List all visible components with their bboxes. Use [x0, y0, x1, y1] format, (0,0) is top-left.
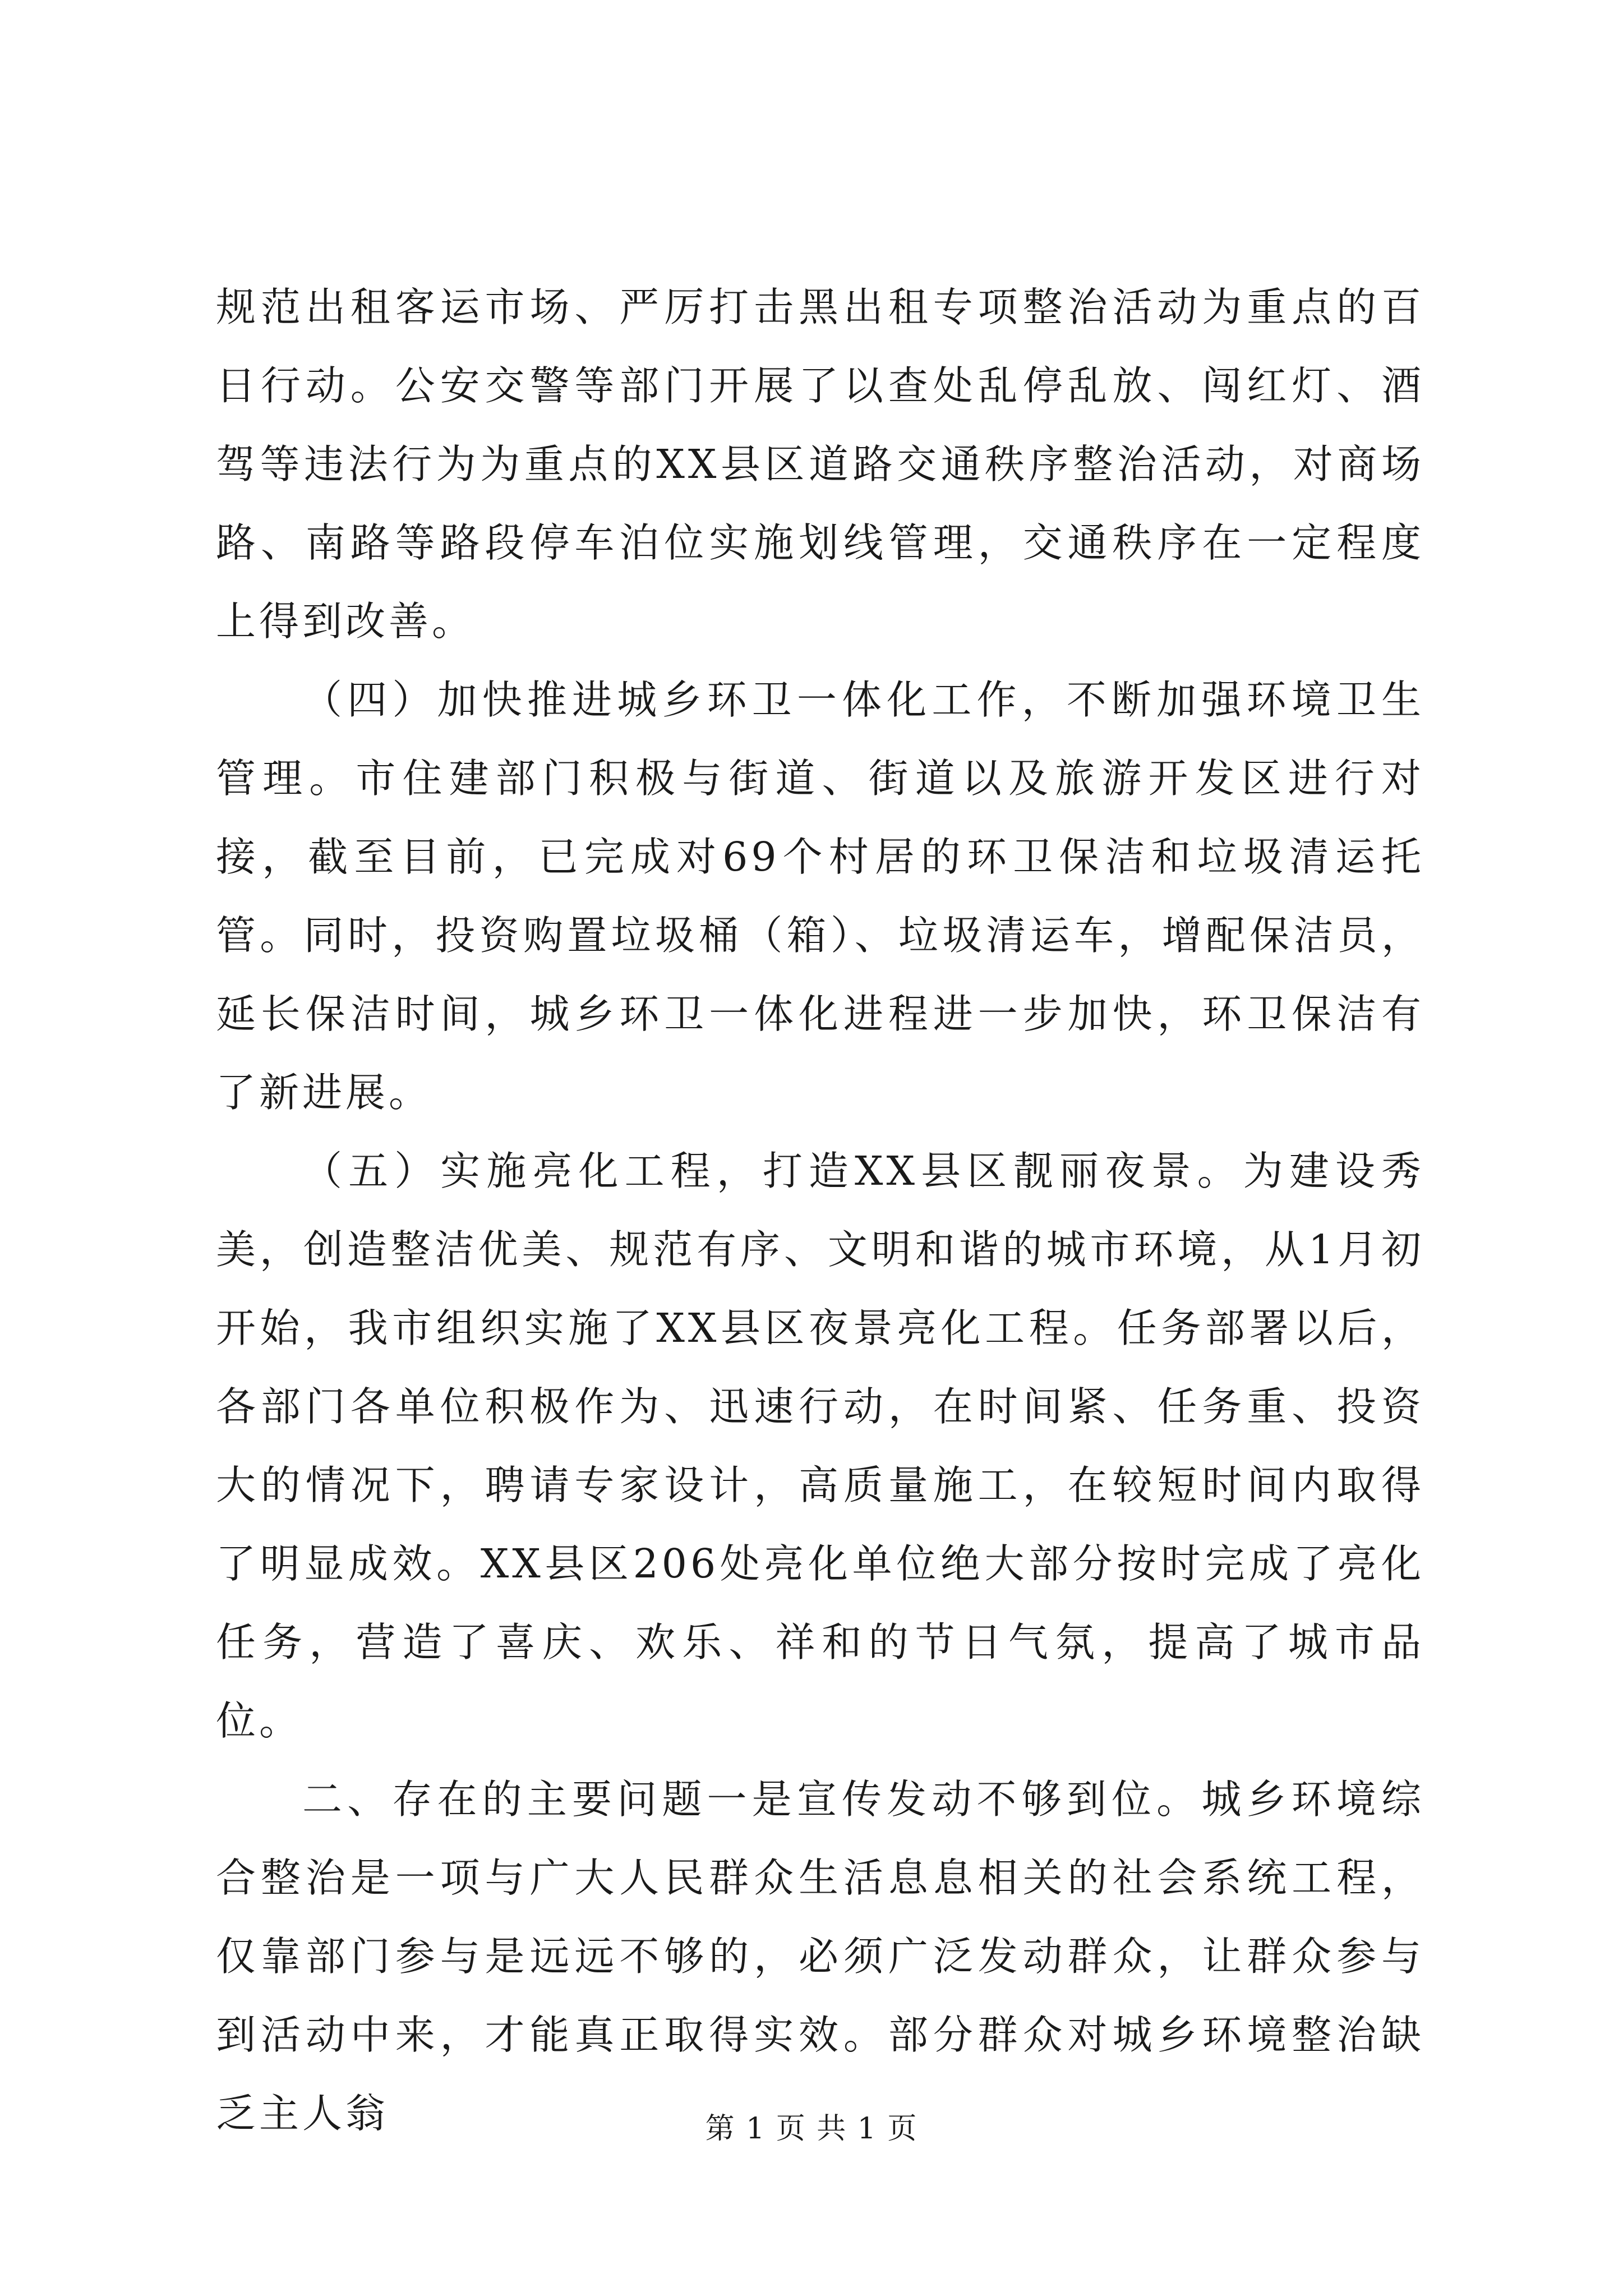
page-footer: 第 1 页 共 1 页	[705, 2112, 918, 2146]
paragraph-section-5: （五）实施亮化工程，打造XX县区靓丽夜景。为建设秀美，创造整洁优美、规范有序、文明和谐的城市环境，从1月初开始，我市组织实施了XX县区夜景亮化工程。任务部署以后，各部门各单位积极作为、迅速行动，在时间紧、任务重、投资大的情况下，聘请专家设计，高质量施工，在较短时间内取得了明显成效。XX县区206处亮化单位绝大部分按时完成了亮化任务，营造了喜庆、欢乐、祥和的节日气氛，提高了城市品位。	[216, 1148, 1424, 1744]
paragraph-section-4: （四）加快推进城乡环卫一体化工作，不断加强环境卫生管理。市住建部门积极与街道、街道以及旅游开发区进行对接，截至目前，已完成对69个村居的环卫保洁和垃圾清运托管。同时，投资购置垃圾桶（箱）、垃圾清运车，增配保洁员，延长保洁时间，城乡环卫一体化进程进一步加快，环卫保洁有了新进展。	[216, 677, 1424, 1116]
document-body	[216, 268, 1424, 2153]
paragraph-problems: 二、存在的主要问题一是宣传发动不够到位。城乡环境综合整治是一项与广大人民群众生活息息相关的社会系统工程，仅靠部门参与是远远不够的，必须广泛发动群众，让群众参与到活动中来，才能真正取得实效。部分群众对城乡环境整治缺乏主人翁	[216, 1776, 1424, 2137]
paragraph-continuation: 规范出租客运市场、严厉打击黑出租专项整治活动为重点的百日行动。公安交警等部门开展了以查处乱停乱放、闯红灯、酒驾等违法行为为重点的XX县区道路交通秩序整治活动，对商场路、南路等路段停车泊位实施划线管理，交通秩序在一定程度上得到改善。	[216, 284, 1424, 645]
